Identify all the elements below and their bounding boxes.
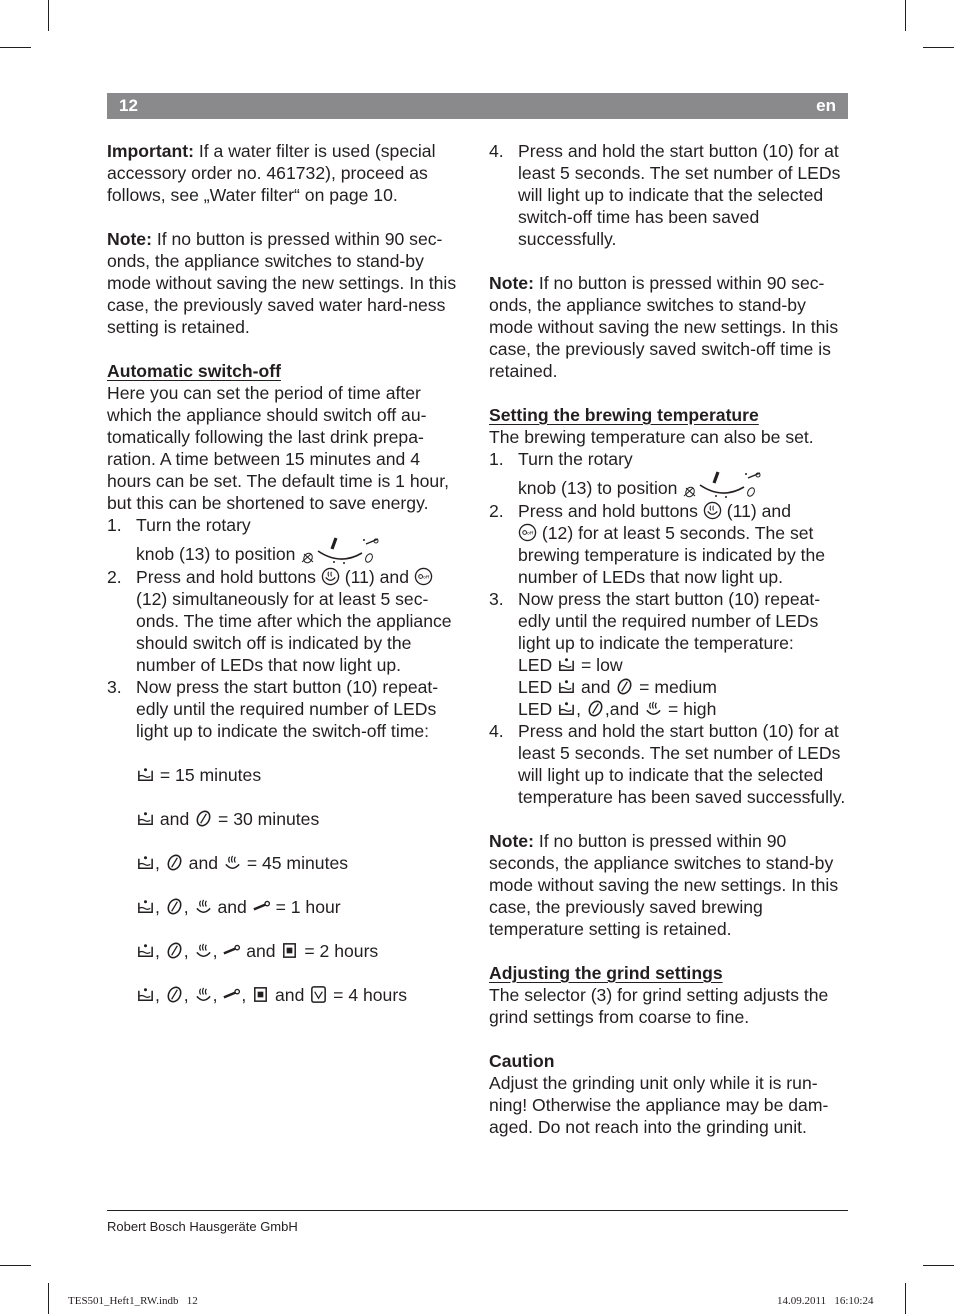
steam-icon <box>194 897 213 916</box>
note-paragraph <box>489 830 849 940</box>
option-30-minutes: and = 30 minutes <box>107 808 467 830</box>
option-45-minutes: , and = 45 minutes <box>107 852 467 874</box>
important-text: If a water filter is used (special accessory order no. 461732), proceed as follows, see „Water filter“ on page 10. <box>107 141 436 205</box>
water-filter-icon <box>309 985 328 1004</box>
right-column <box>489 140 849 1138</box>
rotary-knob-position-icon <box>682 470 764 500</box>
important-label: Important: <box>107 141 194 161</box>
cup-icon <box>136 809 155 828</box>
note-label: Note: <box>489 831 534 851</box>
led-high-line: LED , ,and = high <box>518 699 717 719</box>
language-code: en <box>816 96 836 115</box>
crop-mark <box>48 0 49 31</box>
led-medium-line: LED and = medium <box>518 677 717 697</box>
note-text: If no button is pressed within 90 sec-onds, the appliance switches to stand-by mode without saving the new settings. In this case, the previously saved water hard-ness setting is retained. <box>107 229 457 337</box>
cup-icon <box>136 897 155 916</box>
drip-tray-icon <box>280 941 299 960</box>
cup-icon <box>557 677 576 696</box>
bean-icon <box>165 897 184 916</box>
automatic-switch-off-intro: Here you can set the period of time after which the appliance should switch off au-tomatically following the last drink prepa-ration. A time between 15 minutes and 4 hours can be set. The default time is 1 hour, but this can be shortened to save energy. <box>107 383 449 513</box>
option-2-hours: , , , and = 2 hours <box>107 940 467 962</box>
grind-settings-text: The selector (3) for grind setting adjusts the grind settings from coarse to fine. <box>489 985 829 1027</box>
caution-heading: Caution <box>489 1051 555 1071</box>
list-item-brew-1: 1. Turn the rotary knob (13) to position <box>489 448 849 500</box>
list-item-step-4: 4. Press and hold the start button (10) for at least 5 seconds. The set number of LEDs will light up to indicate that the selected switch-off time has been saved successfully. <box>489 141 841 249</box>
page-header-bar <box>107 93 848 119</box>
note-label: Note: <box>489 273 534 293</box>
crop-mark <box>905 1283 906 1314</box>
important-paragraph <box>107 140 467 206</box>
bean-icon <box>165 941 184 960</box>
page-footer <box>107 1210 848 1238</box>
list-item-step-3: 3. Now press the start button (10) repeat-edly until the required number of LEDs light up to indicate the switch-off time: <box>107 677 439 741</box>
list-item-brew-4: 4. Press and hold the start button (10) for at least 5 seconds. The set number of LEDs will light up to indicate that the selected temperature has been saved successfully. <box>489 721 846 807</box>
cup-icon <box>136 985 155 1004</box>
note-paragraph <box>107 228 467 338</box>
steam-button-icon <box>703 501 722 520</box>
cup-icon <box>136 941 155 960</box>
crop-mark <box>0 1265 31 1266</box>
crop-mark <box>48 1283 49 1314</box>
steam-button-icon <box>321 567 340 586</box>
option-15-minutes: = 15 minutes <box>107 764 467 786</box>
cup-icon <box>557 699 576 718</box>
off-button-icon <box>518 523 537 542</box>
note-text: If no button is pressed within 90 sec-onds, the appliance switches to stand-by mode without saving the new settings. In this case, the previously saved switch-off time is retained. <box>489 273 839 381</box>
list-item-step-1: 1. Turn the rotary knob (13) to position <box>107 514 467 566</box>
grind-settings-heading: Adjusting the grind settings <box>489 963 723 983</box>
note-label: Note: <box>107 229 152 249</box>
milk-pipe-icon <box>252 897 271 916</box>
bean-icon <box>615 677 634 696</box>
bean-icon <box>165 853 184 872</box>
cup-icon <box>136 853 155 872</box>
cup-icon <box>557 655 576 674</box>
bean-icon <box>194 809 213 828</box>
milk-pipe-icon <box>222 941 241 960</box>
crop-mark <box>923 47 954 48</box>
rotary-knob-position-icon <box>300 536 382 566</box>
led-low-line: LED = low <box>518 655 623 675</box>
print-slug-file: TES501_Heft1_RW.indb 12 <box>68 1295 198 1307</box>
steam-icon <box>223 853 242 872</box>
off-button-icon <box>414 567 433 586</box>
crop-mark <box>0 47 31 48</box>
list-item-brew-2: 2. Press and hold buttons (11) and (12) for at least 5 seconds. The set brewing temperature is indicated by the number of LEDs that now light up. <box>489 501 826 587</box>
milk-pipe-icon <box>222 985 241 1004</box>
list-item-step-2: 2. Press and hold buttons (11) and (12) simultaneously for at least 5 sec-onds. The time after which the appliance should switch off is indicated by the number of LEDs that now light up. <box>107 567 452 675</box>
drip-tray-icon <box>251 985 270 1004</box>
brewing-temperature-heading: Setting the brewing temperature <box>489 405 759 425</box>
crop-mark <box>905 0 906 31</box>
note-paragraph <box>489 272 849 382</box>
left-column <box>107 140 467 1006</box>
bean-icon <box>165 985 184 1004</box>
steam-icon <box>644 699 663 718</box>
company-name: Robert Bosch Hausgeräte GmbH <box>107 1219 298 1234</box>
cup-icon <box>136 765 155 784</box>
option-4-hours: , , , , and = 4 hours <box>107 984 467 1006</box>
print-slug-date: 14.09.2011 16:10:24 <box>777 1295 874 1307</box>
list-item-brew-3: 3. Now press the start button (10) repeat-edly until the required number of LEDs light up to indicate the temperature: LED = low LED and = medium LED , ,and = high <box>489 588 849 720</box>
crop-mark <box>923 1265 954 1266</box>
steam-icon <box>194 941 213 960</box>
note-text: If no button is pressed within 90 seconds, the appliance switches to stand-by mode without saving the new settings. In this case, the previously saved brewing temperature setting is retained. <box>489 831 839 939</box>
steam-icon <box>194 985 213 1004</box>
automatic-switch-off-heading: Automatic switch-off <box>107 361 281 381</box>
bean-icon <box>586 699 605 718</box>
caution-text: Adjust the grinding unit only while it is run-ning! Otherwise the appliance may be dam-aged. Do not reach into the grinding unit. <box>489 1073 829 1137</box>
option-1-hour: , , and = 1 hour <box>107 896 467 918</box>
brewing-temperature-intro: The brewing temperature can also be set. <box>489 427 814 447</box>
page-number: 12 <box>119 96 138 115</box>
